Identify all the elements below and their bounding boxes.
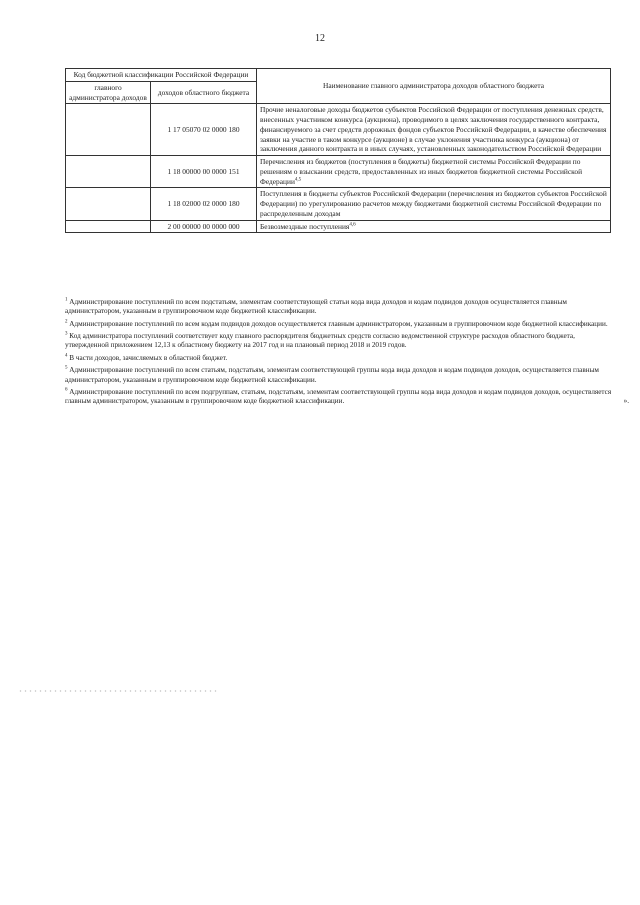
footnote-mark: 5 xyxy=(65,365,68,371)
table-row xyxy=(66,104,611,156)
revenue-administrators-table xyxy=(65,68,611,233)
footnote-mark: 3 xyxy=(65,331,68,337)
header-budget-classification-code: Код бюджетной классификации Российской Федерации xyxy=(66,69,257,82)
closing-quote: ». xyxy=(623,397,629,406)
footnote-mark: 6 xyxy=(65,387,68,393)
admin-code-cell xyxy=(66,104,151,156)
header-administrator-name: Наименование главного администратора доходов областного бюджета xyxy=(257,69,611,104)
table-row xyxy=(66,220,611,233)
footnote-text: Администрирование поступлений по всем кодам подвидов доходов осуществляется главным администратором, указанным в группировочном коде бюджетной классификации. xyxy=(69,319,608,328)
admin-code-cell xyxy=(66,220,151,233)
scan-artifact-dots xyxy=(18,690,218,692)
income-name-cell xyxy=(257,188,611,220)
admin-code-cell xyxy=(66,156,151,188)
footnote-ref: 4,6 xyxy=(349,222,356,228)
income-code-cell: 1 18 02000 02 0000 180 xyxy=(151,188,257,220)
admin-code-cell xyxy=(66,188,151,220)
footnote-ref: 4,5 xyxy=(294,177,302,183)
footnote-text: Администрирование поступлений по всем статьям, подстатьям, элементам соответствующей группы кода вида доходов и кодам подвидов доходов, осуществляется главным администратором, указанным в группировочном коде бюджетной классификации. xyxy=(65,366,599,384)
income-code-cell: 1 18 00000 00 0000 151 xyxy=(151,156,257,188)
footnote-text: Код администратора поступлений соответствует коду главного распорядителя бюджетных средств согласно ведомственной структуре расходов областного бюджета, утвержденной приложением 12,13 к областному бюджету на 2017 год и на плановый период 2018 и 2019 годов. xyxy=(65,332,575,350)
income-name-cell xyxy=(257,104,611,156)
footnote xyxy=(65,332,617,351)
income-name-cell xyxy=(257,156,611,188)
footnote xyxy=(65,298,617,317)
header-regional-budget-income: доходов областного бюджета xyxy=(151,81,257,104)
income-code-cell: 2 00 00000 00 0000 000 xyxy=(151,220,257,233)
footnote-text: Администрирование поступлений по всем подгруппам, статьям, подстатьям, элементам соответствующей группы кода вида доходов и кодам подвидов доходов, осуществляется главным администратором, указанным в группировочном коде бюджетной классификации. xyxy=(65,387,612,406)
income-name-text: Перечисления из бюджетов (поступления в бюджеты) бюджетной системы Российской Федерации по решениям о взыскании средств, предоставленных из иных бюджетов бюджетной системы Российской Федерации xyxy=(260,157,583,186)
footnote-mark: 2 xyxy=(65,319,68,325)
header-main-administrator: главного администратора доходов xyxy=(66,81,151,104)
footnote xyxy=(65,320,617,329)
page-number: 12 xyxy=(315,33,325,44)
footnote xyxy=(65,354,617,363)
footnote xyxy=(65,366,617,385)
income-name-cell xyxy=(257,220,611,233)
footnote-mark: 4 xyxy=(65,353,68,359)
table-header-row xyxy=(66,69,611,82)
footnote-text: Администрирование поступлений по всем подстатьям, элементам соответствующей статьи кода вида доходов и кодам подвидов доходов осуществляется главным администратором, указанным в группировочном коде бюджетной классификации. xyxy=(65,298,567,316)
footnote-text: В части доходов, зачисляемых в областной бюджет. xyxy=(69,353,228,362)
table-row xyxy=(66,188,611,220)
table-row xyxy=(66,156,611,188)
income-code-cell: 1 17 05070 02 0000 180 xyxy=(151,104,257,156)
income-name-text: Безвозмездные поступления xyxy=(260,221,350,231)
footnotes xyxy=(65,297,629,410)
footnote-mark: 1 xyxy=(65,297,68,303)
income-name-text: Прочие неналоговые доходы бюджетов субъектов Российской Федерации от поступления денежных средств, внесенных участником конкурса (аукциона), проводимого в целях заключения государственного контракта, финансируемого за счет средств дорожных фондов субъектов Российской Федерации, в качестве обеспечения заявки на участие в таком конкурсе (аукционе) в случае уклонения участника конкурса (аукциона) от заключения данного контракта и в иных случаях, установленных законодательством Российской Федерации xyxy=(260,105,607,154)
income-name-text: Поступления в бюджеты субъектов Российской Федерации (перечисления из бюджетов субъектов Российской Федерации) по урегулированию расчетов между бюджетами бюджетной системы Российской Федерации по распределенным доходам xyxy=(260,189,607,218)
footnote xyxy=(65,387,629,407)
